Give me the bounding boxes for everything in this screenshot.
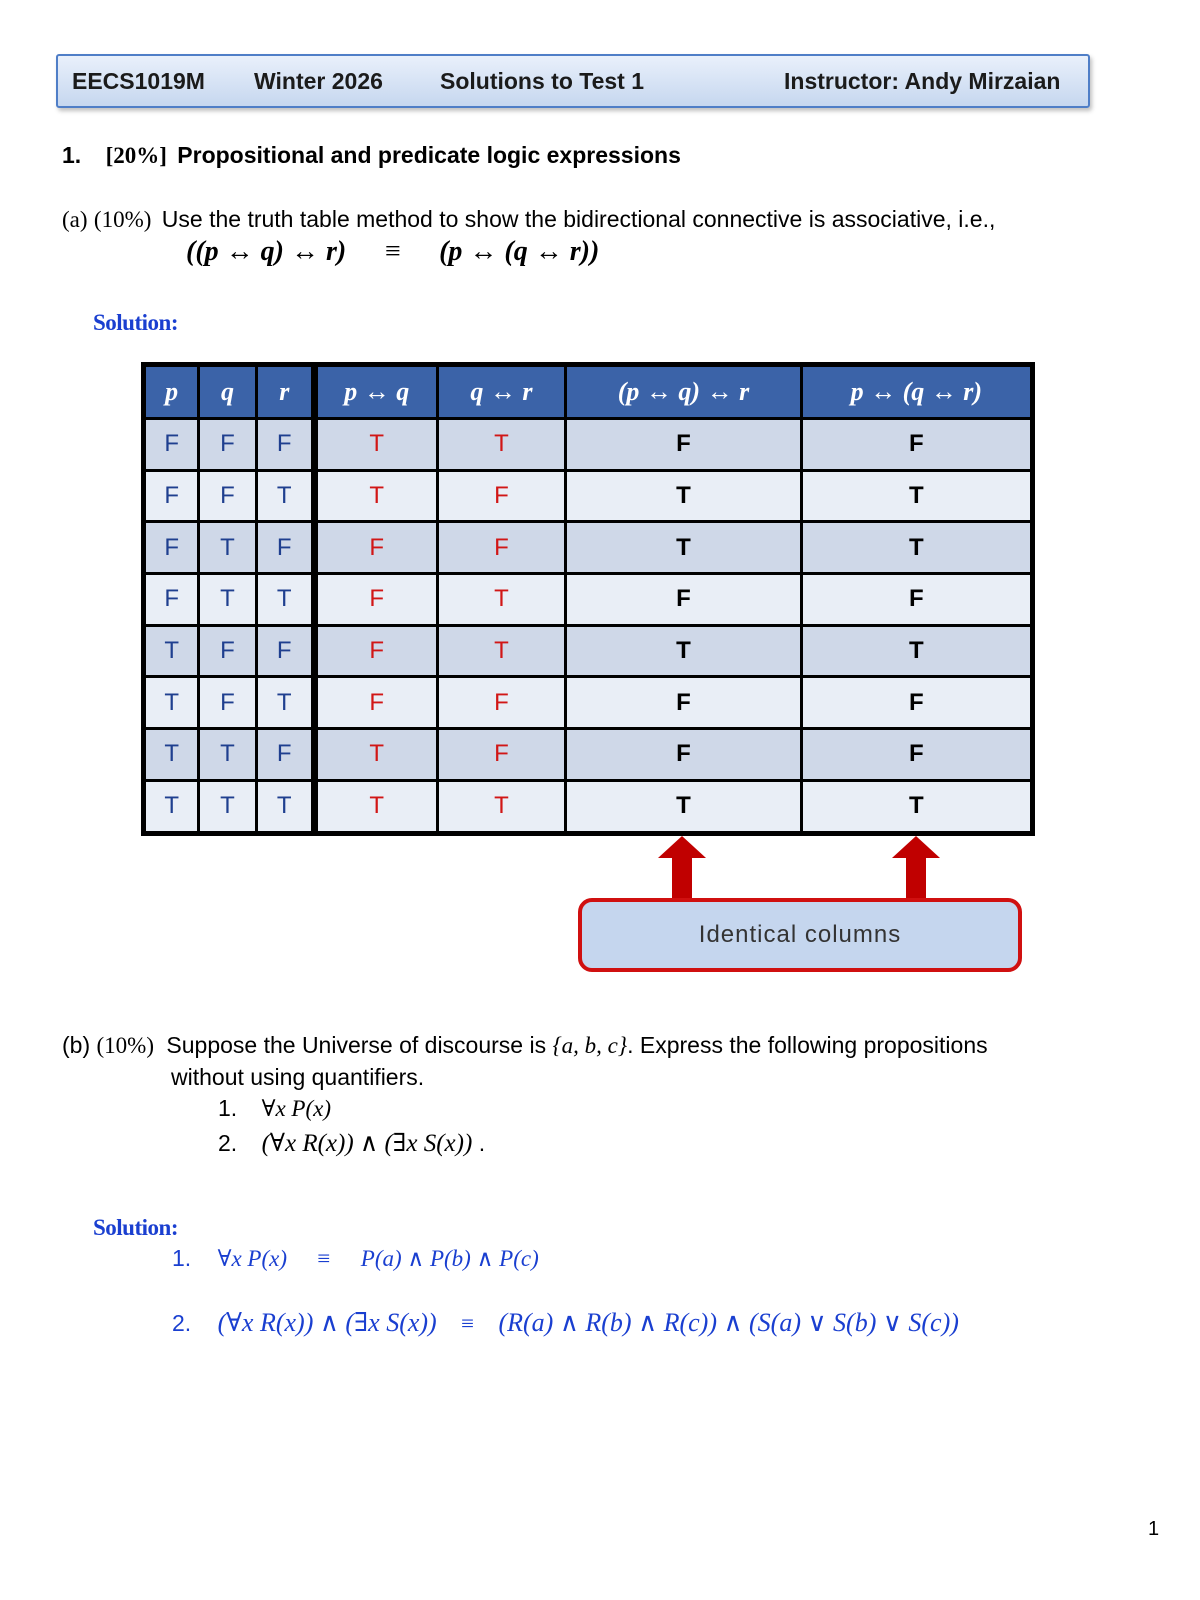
- header-p: p: [144, 365, 199, 419]
- cell-left-assoc: T: [566, 625, 801, 677]
- solution-equiv: ≡: [317, 1246, 331, 1271]
- item-expression: ∀x P(x): [261, 1096, 331, 1121]
- header-r: r: [256, 365, 314, 419]
- cell-q: T: [199, 728, 256, 780]
- cell-r: F: [256, 419, 314, 471]
- instructor: Instructor: Andy Mirzaian: [784, 68, 1061, 94]
- cell-q: F: [199, 470, 256, 522]
- course-code: EECS1019M: [72, 68, 205, 94]
- cell-right-assoc: F: [801, 573, 1032, 625]
- table-header-row: [144, 365, 1033, 419]
- question-weight: [20%]: [105, 143, 167, 168]
- cell-r: T: [256, 780, 314, 833]
- cell-q-iff-r: T: [437, 780, 566, 833]
- item-end: .: [478, 1130, 486, 1156]
- part-b-text-line2: without using quantifiers.: [171, 1064, 425, 1090]
- cell-p: T: [144, 677, 199, 729]
- cell-p: F: [144, 522, 199, 574]
- item-number: 2.: [172, 1310, 192, 1336]
- cell-r: F: [256, 625, 314, 677]
- cell-left-assoc: T: [566, 780, 801, 833]
- cell-r: T: [256, 677, 314, 729]
- part-a-weight: (10%): [93, 207, 152, 232]
- cell-q: T: [199, 573, 256, 625]
- question-title: [62, 142, 681, 169]
- cell-right-assoc: T: [801, 470, 1032, 522]
- part-b-item-2: [218, 1128, 485, 1158]
- header-q-iff-r: q ↔ r: [437, 365, 566, 419]
- part-b-label: (b): [62, 1032, 91, 1058]
- cell-p-iff-q: T: [314, 728, 437, 780]
- part-a-text: Use the truth table method to show the bidirectional connective is associative, i.e.,: [161, 206, 996, 232]
- cell-q-iff-r: T: [437, 419, 566, 471]
- cell-right-assoc: T: [801, 780, 1032, 833]
- question-heading: Propositional and predicate logic expressions: [177, 142, 681, 168]
- cell-p: T: [144, 625, 199, 677]
- solution-b-item-2: [172, 1308, 959, 1338]
- cell-left-assoc: T: [566, 470, 801, 522]
- header-left-assoc: (p ↔ q) ↔ r: [566, 365, 801, 419]
- cell-q: F: [199, 625, 256, 677]
- cell-q: F: [199, 419, 256, 471]
- solution-b-label: Solution:: [93, 1215, 178, 1240]
- cell-left-assoc: T: [566, 522, 801, 574]
- cell-p: F: [144, 573, 199, 625]
- header-q: q: [199, 365, 256, 419]
- cell-left-assoc: F: [566, 419, 801, 471]
- solution-equiv: ≡: [461, 1311, 475, 1336]
- item-number: 1.: [172, 1245, 192, 1271]
- cell-p: T: [144, 780, 199, 833]
- cell-q-iff-r: F: [437, 728, 566, 780]
- cell-left-assoc: F: [566, 573, 801, 625]
- part-a-label: (a): [62, 207, 88, 232]
- equivalence-symbol: ≡: [383, 236, 403, 267]
- arrow-left-column: [658, 836, 706, 898]
- cell-p-iff-q: T: [314, 419, 437, 471]
- header-bar: [56, 54, 1090, 108]
- doc-title: Solutions to Test 1: [440, 68, 645, 94]
- cell-r: F: [256, 728, 314, 780]
- part-b-text: Suppose the Universe of discourse is: [166, 1032, 547, 1058]
- cell-r: T: [256, 573, 314, 625]
- identical-columns-callout: Identical columns: [578, 898, 1022, 972]
- cell-right-assoc: F: [801, 728, 1032, 780]
- arrow-right-column: [892, 836, 940, 898]
- associativity-formula: [186, 236, 599, 268]
- cell-left-assoc: F: [566, 728, 801, 780]
- item-number: 2.: [218, 1130, 238, 1156]
- solution-a-label: Solution:: [93, 310, 178, 335]
- cell-right-assoc: F: [801, 419, 1032, 471]
- cell-p-iff-q: F: [314, 522, 437, 574]
- solution-rhs: (R(a) ∧ R(b) ∧ R(c)) ∧ (S(a) ∨ S(b) ∨ S(c)): [498, 1308, 959, 1337]
- solution-b-item-1: [172, 1245, 539, 1272]
- item-number: 1.: [218, 1095, 238, 1121]
- cell-p: F: [144, 419, 199, 471]
- cell-p-iff-q: F: [314, 677, 437, 729]
- item-expression: (∀x R(x)) ∧ (∃x S(x)): [261, 1130, 473, 1157]
- cell-q-iff-r: F: [437, 470, 566, 522]
- universe-set: {a, b, c}: [552, 1033, 628, 1058]
- cell-p: F: [144, 470, 199, 522]
- cell-p: T: [144, 728, 199, 780]
- cell-right-assoc: T: [801, 625, 1032, 677]
- page-number: 1: [1148, 1518, 1160, 1540]
- cell-q: F: [199, 677, 256, 729]
- header-p-iff-q: p ↔ q: [314, 365, 437, 419]
- solution-lhs: (∀x R(x)) ∧ (∃x S(x)): [217, 1308, 437, 1337]
- cell-p-iff-q: T: [314, 780, 437, 833]
- formula-left: ((p ↔ q) ↔ r): [186, 236, 347, 267]
- cell-p-iff-q: F: [314, 625, 437, 677]
- table-row: [144, 470, 1033, 522]
- cell-p-iff-q: F: [314, 573, 437, 625]
- part-a-prompt: [62, 206, 995, 233]
- part-b-text-end: . Express the following propositions: [627, 1032, 988, 1058]
- header-right-assoc: p ↔ (q ↔ r): [801, 365, 1032, 419]
- cell-r: F: [256, 522, 314, 574]
- table-row: [144, 728, 1033, 780]
- formula-right: (p ↔ (q ↔ r)): [439, 236, 600, 267]
- part-b-prompt: [62, 1032, 988, 1059]
- cell-p-iff-q: T: [314, 470, 437, 522]
- cell-q-iff-r: F: [437, 522, 566, 574]
- table-row: [144, 419, 1033, 471]
- table-row: [144, 677, 1033, 729]
- part-b-item-1: [218, 1095, 331, 1122]
- table-row: [144, 625, 1033, 677]
- cell-r: T: [256, 470, 314, 522]
- cell-q: T: [199, 780, 256, 833]
- term: Winter 2026: [254, 68, 383, 94]
- table-row: [144, 573, 1033, 625]
- truth-table: [141, 362, 1035, 836]
- table-row: [144, 780, 1033, 833]
- part-b-weight: (10%): [96, 1033, 154, 1058]
- cell-right-assoc: T: [801, 522, 1032, 574]
- cell-left-assoc: F: [566, 677, 801, 729]
- cell-right-assoc: F: [801, 677, 1032, 729]
- truth-table-body: [144, 419, 1033, 834]
- question-number: 1.: [62, 142, 82, 168]
- cell-q-iff-r: T: [437, 573, 566, 625]
- solution-rhs: P(a) ∧ P(b) ∧ P(c): [360, 1246, 539, 1271]
- cell-q: T: [199, 522, 256, 574]
- table-row: [144, 522, 1033, 574]
- solution-lhs: ∀x P(x): [217, 1246, 287, 1271]
- cell-q-iff-r: F: [437, 677, 566, 729]
- cell-q-iff-r: T: [437, 625, 566, 677]
